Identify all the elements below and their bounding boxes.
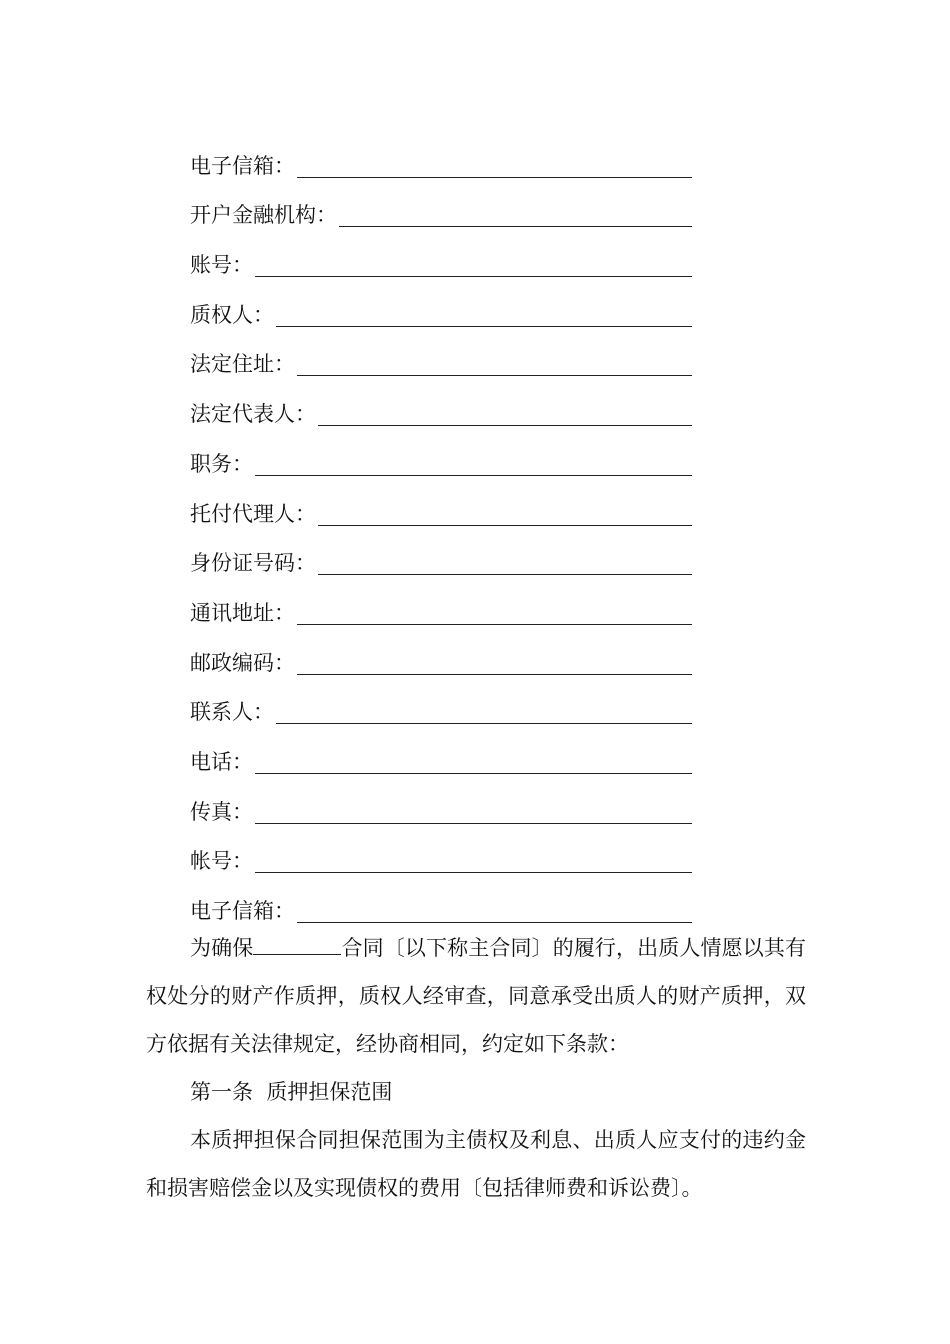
field-row-account (190, 229, 692, 279)
article-1-body: 本质押担保合同担保范围为主债权及利息、出质人应支付的违约金和损害赔偿金以及实现债权的费用〔包括律师费和诉讼费〕。 (146, 1128, 806, 1200)
field-label: 电话： (190, 749, 253, 774)
fill-in-line[interactable] (255, 773, 692, 774)
field-label: 法定住址： (190, 352, 295, 377)
fill-in-line[interactable] (318, 425, 692, 426)
fill-in-line[interactable] (318, 574, 692, 575)
field-label: 身份证号码： (190, 551, 316, 576)
field-row-legal-representative (190, 378, 692, 428)
fill-in-line[interactable] (297, 674, 692, 675)
field-row-postal-code (190, 627, 692, 677)
field-label: 托付代理人： (190, 501, 316, 526)
field-row-mailing-address (190, 577, 692, 627)
field-row-contact (190, 677, 692, 727)
field-label: 职务： (190, 451, 253, 476)
fill-in-line[interactable] (255, 872, 692, 873)
field-label: 通讯地址： (190, 600, 295, 625)
field-label: 电子信箱： (190, 153, 295, 178)
field-row-email-2 (190, 875, 692, 925)
fill-in-line[interactable] (276, 326, 692, 327)
field-label: 质权人： (190, 302, 274, 327)
intro-text-rest: 合同〔以下称主合同〕的履行，出质人情愿以其有权处分的财产作质押，质权人经审查，同意承受出质人的财产质押，双方依据有关法律规定，经协商相同，约定如下条款： (146, 936, 807, 1056)
fill-in-line[interactable] (297, 177, 692, 178)
fill-in-line[interactable] (318, 525, 692, 526)
field-label: 法定代表人： (190, 402, 316, 427)
intro-paragraph (146, 924, 806, 1068)
intro-text-start: 为确保 (190, 936, 254, 960)
fill-in-line[interactable] (339, 226, 692, 227)
fill-in-line[interactable] (255, 276, 692, 277)
field-label: 邮政编码： (190, 650, 295, 675)
fill-in-line[interactable] (297, 624, 692, 625)
fill-in-line[interactable] (297, 375, 692, 376)
contract-body (146, 924, 806, 1212)
fill-in-line[interactable] (255, 475, 692, 476)
field-label: 开户金融机构： (190, 203, 337, 228)
fill-in-line[interactable] (297, 922, 692, 923)
field-row-bank (190, 180, 692, 230)
article-1-title: 第一条 质押担保范围 (190, 1080, 393, 1104)
field-row-pledgee (190, 279, 692, 329)
field-row-fax (190, 776, 692, 826)
fill-in-line[interactable] (276, 723, 692, 724)
field-label: 账号： (190, 253, 253, 278)
party-info-fields (190, 130, 692, 925)
field-label: 帐号： (190, 849, 253, 874)
fill-in-line[interactable] (255, 823, 692, 824)
field-label: 电子信箱： (190, 899, 295, 923)
field-row-agent (190, 478, 692, 528)
field-row-legal-address (190, 329, 692, 379)
field-label: 联系人： (190, 700, 274, 725)
field-row-email-1 (190, 130, 692, 180)
field-row-id-number (190, 528, 692, 578)
field-row-account-2 (190, 826, 692, 876)
field-row-phone (190, 726, 692, 776)
contract-name-blank[interactable] (253, 934, 341, 955)
field-row-position (190, 428, 692, 478)
field-label: 传真： (190, 799, 253, 824)
